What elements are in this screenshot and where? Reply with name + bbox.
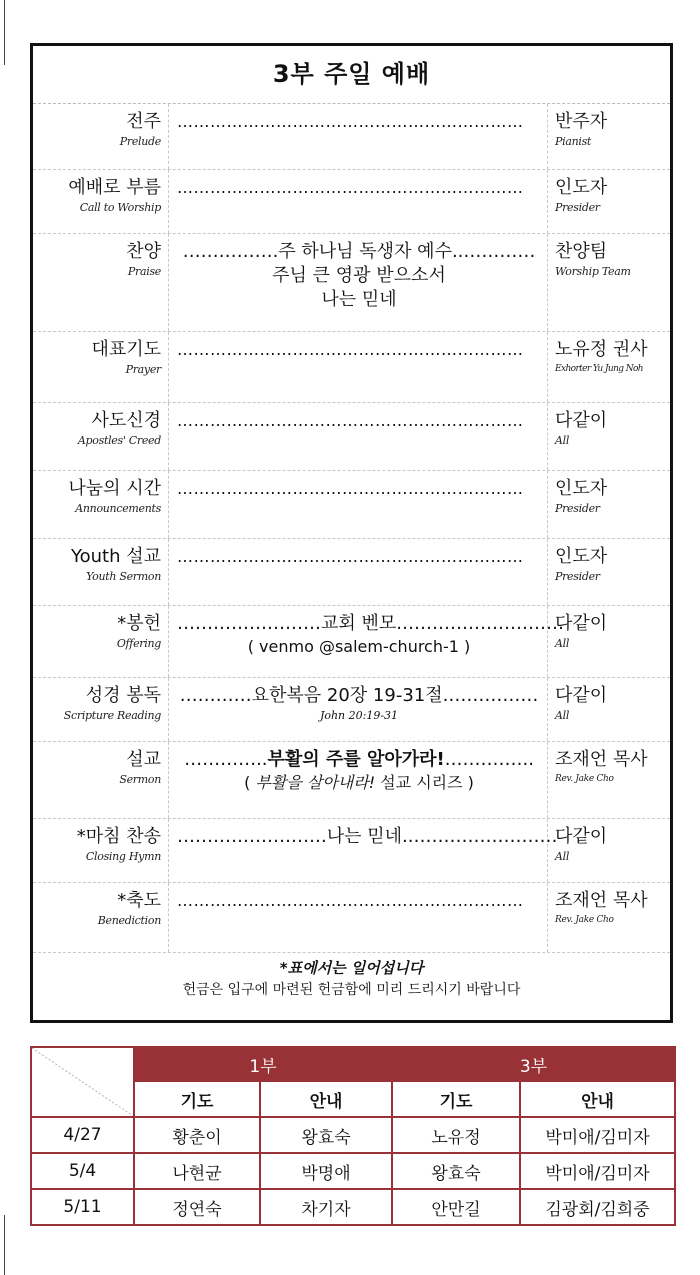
offering-line: ……………………교회 벤모.……………………… — [177, 613, 564, 634]
sermon-title: 부활의 주를 알아가라! — [267, 749, 445, 770]
item-title-en: Closing Hymn — [85, 850, 161, 863]
order-row-announcements — [33, 471, 670, 539]
order-row-praise — [33, 234, 670, 332]
leader-name: 다같이 — [555, 410, 608, 431]
item-title-en: Call to Worship — [79, 201, 161, 214]
item-title-en: Announcements — [75, 502, 161, 515]
item-title: 전주 — [126, 111, 161, 132]
order-row-offering — [33, 606, 670, 678]
page-edge-mark — [4, 1215, 5, 1275]
order-row-sermon — [33, 742, 670, 819]
dot-leader: ……………………………………………………… — [177, 340, 524, 359]
p1-usher-cell: 왕효숙 — [260, 1117, 392, 1153]
item-title: Youth 설교 — [71, 546, 161, 567]
item-title-en: Youth Sermon — [86, 570, 161, 583]
order-row-call-to-worship — [33, 170, 670, 234]
leader-name-en: All — [555, 709, 570, 722]
p1-usher-cell: 차기자 — [260, 1189, 392, 1225]
order-row-scripture — [33, 678, 670, 742]
leader-name-en: Pianist — [555, 135, 592, 148]
p3-prayer-cell: 노유정 — [392, 1117, 520, 1153]
service-duty-table — [30, 1046, 676, 1226]
p1-usher-cell: 박명애 — [260, 1153, 392, 1189]
leader-name-en: Presider — [555, 570, 600, 583]
series-title: 부활을 살아내라! — [255, 773, 376, 792]
item-title: 나눔의 시간 — [68, 478, 161, 499]
part3-header: 3부 — [392, 1047, 675, 1081]
leader-name-en: All — [555, 434, 570, 447]
worship-order-box — [30, 43, 673, 1023]
p1-prayer-cell: 정연숙 — [134, 1189, 260, 1225]
item-title: 대표기도 — [91, 339, 161, 360]
item-title-en: Praise — [127, 265, 161, 278]
dot-leader: ……………………………………………………… — [177, 411, 524, 430]
col-usher: 안내 — [260, 1081, 392, 1117]
order-title: 3부 주일 예배 — [33, 46, 670, 104]
order-row-benediction — [33, 883, 670, 953]
item-title: *봉헌 — [117, 613, 161, 634]
closing-hymn-title: …………………….나는 믿네..…………………… — [177, 826, 558, 847]
page-edge-mark — [4, 0, 5, 65]
leader-name-en: Exhorter Yu Jung Noh — [555, 364, 643, 374]
sermon-series: ( 부활을 살아내라! 설교 시리즈 ) — [244, 773, 474, 792]
leader-name-en: Rev. Jake Cho — [555, 915, 614, 925]
dot-leader: ……………………………………………………… — [177, 479, 524, 498]
p3-usher-cell: 김광회/김희중 — [520, 1189, 675, 1225]
p1-prayer-cell: 나현균 — [134, 1153, 260, 1189]
col-prayer: 기도 — [392, 1081, 520, 1117]
leader-name-en: Presider — [555, 201, 600, 214]
leader-name: 조재언 목사 — [555, 749, 648, 770]
dot-leader: ……………………………………………………… — [177, 178, 524, 197]
dot-leader: ………….. — [184, 749, 268, 770]
order-row-prelude — [33, 104, 670, 170]
order-notes — [33, 953, 670, 1001]
item-title: 성경 봉독 — [85, 685, 161, 706]
leader-name-en: Presider — [555, 502, 600, 515]
leader-name: 다같이 — [555, 826, 608, 847]
item-title-en: Offering — [116, 637, 161, 650]
part1-header: 1부 — [134, 1047, 392, 1081]
praise-song-2: 주님 큰 영광 받으소서 — [272, 265, 446, 286]
sermon-title-line — [177, 748, 541, 772]
p3-usher-cell: 박미애/김미자 — [520, 1153, 675, 1189]
item-title-en: Sermon — [119, 773, 161, 786]
col-usher: 안내 — [520, 1081, 675, 1117]
p3-prayer-cell: 왕효숙 — [392, 1153, 520, 1189]
order-row-closing-hymn — [33, 819, 670, 883]
leader-name: 다같이 — [555, 613, 608, 634]
standing-note: *표에서는 일어섭니다 — [279, 959, 424, 977]
leader-name: 다같이 — [555, 685, 608, 706]
dot-leader: ……………………………………………………… — [177, 547, 524, 566]
order-row-prayer — [33, 332, 670, 403]
praise-song-3: 나는 믿네 — [321, 289, 397, 310]
table-row — [31, 1117, 675, 1153]
venmo-handle: ( venmo @salem-church-1 ) — [247, 637, 471, 656]
leader-name: 인도자 — [555, 177, 608, 198]
date-cell: 5/11 — [31, 1189, 134, 1225]
scripture-ref-en: John 20:19-31 — [319, 709, 399, 722]
leader-name-en: All — [555, 637, 570, 650]
date-cell: 4/27 — [31, 1117, 134, 1153]
item-title-en: Apostles' Creed — [77, 434, 161, 447]
p3-usher-cell: 박미애/김미자 — [520, 1117, 675, 1153]
offering-note: 헌금은 입구에 마련된 헌금함에 미리 드리시기 바랍니다 — [182, 982, 521, 998]
p1-prayer-cell: 황춘이 — [134, 1117, 260, 1153]
leader-name: 찬양팀 — [555, 241, 608, 262]
item-title-en: Prelude — [119, 135, 161, 148]
leader-name: 인도자 — [555, 478, 608, 499]
duty-table-header — [31, 1047, 675, 1081]
item-title: 사도신경 — [91, 410, 161, 431]
leader-name-en: All — [555, 850, 570, 863]
praise-song-1: …………….주 하나님 독생자 예수..………… — [182, 241, 536, 262]
item-title: 설교 — [126, 749, 161, 770]
item-title: *마침 찬송 — [76, 826, 161, 847]
item-title-en: Scripture Reading — [63, 709, 161, 722]
scripture-ref: …………요한복음 20장 19-31절.…………… — [179, 685, 539, 706]
order-row-youth-sermon — [33, 539, 670, 606]
table-corner-cell — [31, 1047, 134, 1117]
item-title: 예배로 부름 — [68, 177, 161, 198]
dot-leader: ……………………………………………………… — [177, 891, 524, 910]
dot-leader: .………….. — [444, 749, 534, 770]
leader-name-en: Worship Team — [555, 265, 631, 278]
leader-name: 조재언 목사 — [555, 890, 648, 911]
leader-name: 반주자 — [555, 111, 608, 132]
item-title: *축도 — [117, 890, 161, 911]
table-row — [31, 1189, 675, 1225]
leader-name-en: Rev. Jake Cho — [555, 774, 614, 784]
p3-prayer-cell: 안만길 — [392, 1189, 520, 1225]
leader-name: 인도자 — [555, 546, 608, 567]
item-title: 찬양 — [126, 241, 161, 262]
col-prayer: 기도 — [134, 1081, 260, 1117]
date-cell: 5/4 — [31, 1153, 134, 1189]
item-title-en: Benediction — [97, 914, 161, 927]
table-row — [31, 1153, 675, 1189]
order-row-apostles-creed — [33, 403, 670, 471]
leader-name: 노유정 권사 — [555, 339, 648, 360]
item-title-en: Prayer — [125, 363, 161, 376]
dot-leader: ……………………………………………………… — [177, 112, 524, 131]
